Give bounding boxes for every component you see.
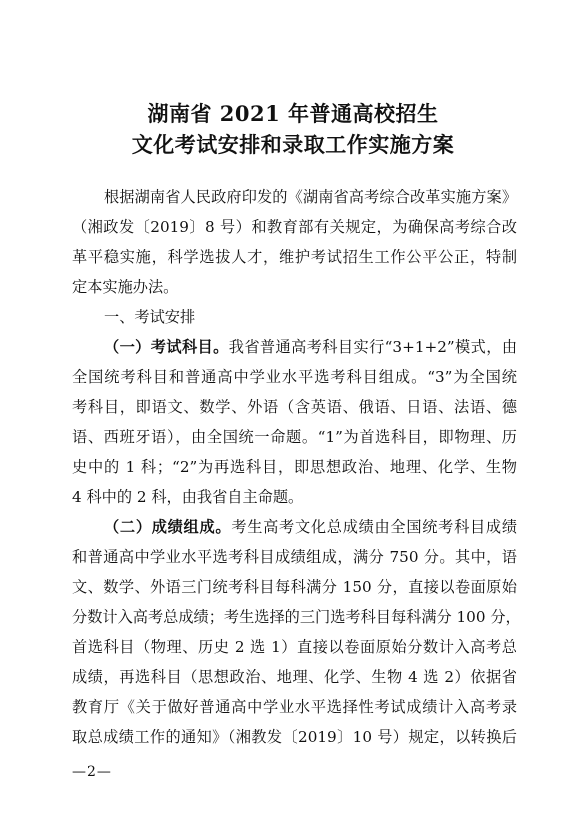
paragraph-line: 语、西班牙语），由全国统一命题。“1”为首选科目，即物理、历 — [72, 428, 517, 446]
paragraph-line: 分数计入高考总成绩；考生选择的三门选考科目每科满分 100 分， — [72, 608, 521, 626]
paragraph-line: 文、数学、外语三门统考科目每科满分 150 分，直接以卷面原始 — [72, 578, 517, 596]
paragraph-line: 教育厅《关于做好普通高中学业水平选择性考试成绩计入高考录 — [72, 698, 517, 716]
paragraph-line: 取总成绩工作的通知》（湘教发〔2019〕10 号）规定，以转换后 — [72, 728, 517, 746]
paragraph-line: 根据湖南省人民政府印发的《湖南省高考综合改革实施方案》 — [104, 188, 517, 206]
subsection-heading: （一）考试科目。 — [104, 338, 229, 356]
subsection-heading: （二）成绩组成。 — [104, 518, 232, 536]
paragraph-line: （二）成绩组成。考生高考文化总成绩由全国统考科目成绩 — [104, 518, 518, 536]
paragraph-line: 革平稳实施，科学选拔人才，维护考试招生工作公平公正，特制 — [72, 248, 517, 266]
paragraph-line: 成绩，再选科目（思想政治、地理、化学、生物 4 选 2）依据省 — [72, 668, 517, 686]
document-title-line-2: 文化考试安排和录取工作实施方案 — [131, 132, 455, 157]
paragraph-line: 史中的 1 科；“2”为再选科目，即思想政治、地理、化学、生物 — [72, 458, 517, 476]
paragraph-line: 定本实施办法。 — [72, 278, 179, 296]
paragraph-line: （湘政发〔2019〕8 号）和教育部有关规定，为确保高考综合改 — [72, 218, 517, 236]
paragraph-line: 全国统考科目和普通高中学业水平选考科目组成。“3”为全国统 — [72, 368, 517, 386]
paragraph-line: （一）考试科目。我省普通高考科目实行“3+1+2”模式，由 — [104, 338, 518, 356]
paragraph-line: 和普通高中学业水平选考科目成绩组成，满分 750 分。其中，语 — [72, 548, 517, 566]
paragraph-line: 首选科目（物理、历史 2 选 1）直接以卷面原始分数计入高考总 — [72, 638, 517, 656]
document-title-line-1: 湖南省 2021 年普通高校招生 — [147, 101, 439, 126]
paragraph-line: 考科目，即语文、数学、外语（含英语、俄语、日语、法语、德 — [72, 398, 517, 416]
page-number: —2— — [72, 764, 112, 780]
section-heading: 一、考试安排 — [104, 308, 196, 326]
paragraph-line: 4 科中的 2 科，由我省自主命题。 — [72, 488, 304, 506]
